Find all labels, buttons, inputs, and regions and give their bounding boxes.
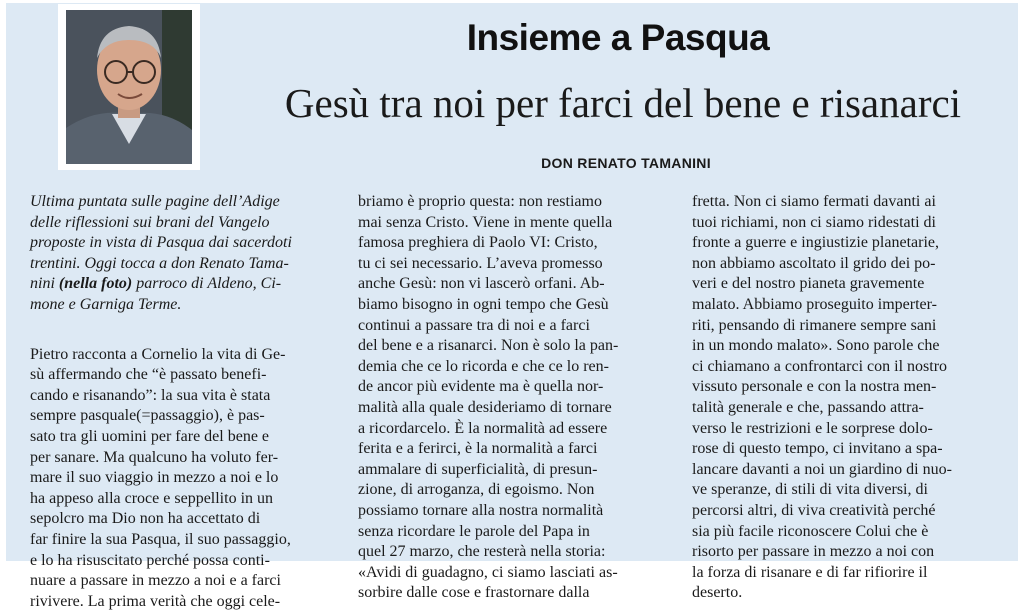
body-line: cando e risanando”: la sua vita è stata bbox=[30, 386, 271, 404]
body-line: nuare a passare in mezzo a noi e a farci bbox=[30, 572, 281, 590]
body-line: veri e del nostro pianeta gravemente bbox=[692, 275, 925, 293]
body-line: de ancor più evidente ma è quella nor- bbox=[358, 378, 604, 396]
intro-line: mone e Garniga Terme. bbox=[30, 295, 182, 313]
body-line: rivivere. La prima verità che oggi cele- bbox=[30, 592, 281, 610]
body-line: la forza di risanare e di far rifiorire il bbox=[692, 563, 928, 581]
body-line: ci chiamano a confrontarci con il nostro bbox=[692, 357, 948, 375]
body-line: non abbiamo ascoltato il grido dei po- bbox=[692, 254, 936, 272]
body-line: sepolcro ma Dio non ha accettato di bbox=[30, 510, 261, 528]
body-line: ve speranze, di stili di vita diversi, di bbox=[692, 481, 928, 499]
column-1 bbox=[30, 192, 346, 612]
body-line: anche Gesù: non vi lascerò orfani. Ab- bbox=[358, 275, 605, 293]
body-line: sorbire dalle cose e frastornare dalla bbox=[358, 584, 590, 602]
body-line: mai senza Cristo. Viene in mente quella bbox=[358, 213, 613, 231]
body-line: in un mondo malato». Sono parole che bbox=[692, 337, 940, 355]
body-line: ha appeso alla croce e seppellito in un bbox=[30, 489, 274, 507]
intro-line: trentini. Oggi tocca a don Renato Tama- bbox=[30, 254, 289, 272]
body-line: possiamo tornare alla nostra normalità bbox=[358, 501, 604, 519]
body-line: sia più facile riconoscere Colui che è bbox=[692, 522, 929, 540]
body-column-1 bbox=[30, 345, 346, 612]
intro-line: nini (nella foto) parroco di Aldeno, Ci- bbox=[30, 275, 282, 293]
body-line: quel 27 marzo, che resterà nella storia: bbox=[358, 543, 606, 561]
body-line: zione, di arroganza, di egoismo. Non bbox=[358, 481, 595, 499]
body-line: ferita e a ferirci, è la normalità a farci bbox=[358, 440, 598, 458]
body-line: tuoi richiami, non ci siamo ridestati di bbox=[692, 213, 936, 231]
body-line: vissuto personale e con la nostra men- bbox=[692, 378, 937, 396]
intro-line: delle riflessioni sui brani del Vangelo bbox=[30, 213, 270, 231]
article-page bbox=[6, 3, 1018, 610]
body-line: malato. Abbiamo proseguito imperter- bbox=[692, 295, 937, 313]
body-line: demia che ce lo ricorda e che ce lo ren- bbox=[358, 357, 609, 375]
body-line: verso le restrizioni e le sorprese dolo- bbox=[692, 419, 933, 437]
body-line: percorsi altri, di viva creatività perché bbox=[692, 501, 936, 519]
body-line: deserto. bbox=[692, 584, 743, 602]
body-line: a ricordarcelo. È la normalità ad essere bbox=[358, 419, 608, 437]
body-line: e lo ha risuscitato perché possa conti- bbox=[30, 551, 270, 569]
body-line: risorto per passare in mezzo a noi con bbox=[692, 543, 935, 561]
body-line: sù affermando che “è passato benefi- bbox=[30, 366, 267, 384]
body-line: continui a passare tra di noi e a farci bbox=[358, 316, 590, 334]
body-line: lancare davanti a noi un giardino di nuo- bbox=[692, 460, 952, 478]
body-line: rose di questo tempo, ci invitano a spa- bbox=[692, 440, 943, 458]
intro-line: proposte in vista di Pasqua dai sacerdoti bbox=[30, 234, 292, 252]
body-line: malità alla quale desideriamo di tornare bbox=[358, 398, 612, 416]
author-photo-frame bbox=[58, 4, 200, 170]
article-intro bbox=[30, 192, 346, 316]
body-line: fretta. Non ci siamo fermati davanti ai bbox=[692, 193, 936, 210]
body-line: talità generale e che, passando attra- bbox=[692, 398, 924, 416]
article-kicker: Insieme a Pasqua bbox=[466, 17, 770, 58]
body-line: mare il suo viaggio in mezzo a noi e lo bbox=[30, 469, 279, 487]
body-line: briamo è proprio questa: non restiamo bbox=[358, 193, 602, 210]
body-line: del bene e a risanarci. Non è solo la pan- bbox=[358, 337, 619, 355]
body-line: sato tra gli uomini per fare del bene e bbox=[30, 427, 270, 445]
intro-line: Ultima puntata sulle pagine dell’Adige bbox=[30, 193, 280, 210]
author-photo bbox=[66, 10, 192, 164]
body-line: far finire la sua Pasqua, il suo passaggio, bbox=[30, 530, 291, 548]
body-line: ammalare di superficialità, di presun- bbox=[358, 460, 598, 478]
body-line: Pietro racconta a Cornelio la vita di Ge- bbox=[30, 345, 286, 363]
article-byline: DON RENATO TAMANINI bbox=[541, 155, 711, 171]
body-line: sempre pasquale(=passaggio), è pas- bbox=[30, 407, 265, 425]
column-3 bbox=[692, 192, 1004, 604]
body-line: «Avidi di guadagno, ci siamo lasciati as- bbox=[358, 563, 618, 581]
column-2 bbox=[358, 192, 670, 604]
body-line: tu ci sei necessario. L’aveva promesso bbox=[358, 254, 603, 272]
body-line: fronte a guerre e ingiustizie planetarie, bbox=[692, 234, 939, 252]
photo-reference: (nella foto) bbox=[58, 275, 133, 293]
body-line: biamo bisogno in ogni tempo che Gesù bbox=[358, 295, 609, 313]
body-line: per sanare. Ma qualcuno ha voluto fer- bbox=[30, 448, 279, 466]
body-line: famosa preghiera di Paolo VI: Cristo, bbox=[358, 234, 598, 252]
body-line: senza ricordare le parole del Papa in bbox=[358, 522, 590, 540]
body-line: riti, pensando di rimanere sempre sani bbox=[692, 316, 937, 334]
article-headline: Gesù tra noi per farci del bene e risanarci bbox=[284, 80, 962, 126]
